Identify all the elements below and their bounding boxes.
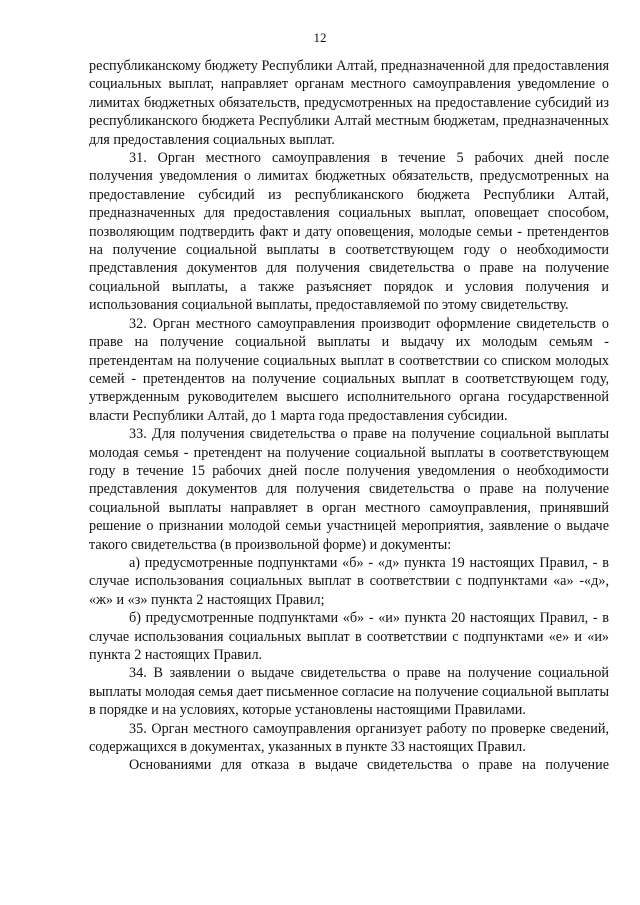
paragraph-33-item-a: а) предусмотренные подпунктами «б» - «д» пункта 19 настоящих Правил, - в случае использования социальных выплат в соответствии с подпунктами «а» -«д», «ж» и «з» пункта 2 настоящих Правил; [89, 554, 609, 608]
paragraph-33: 33. Для получения свидетельства о праве на получение социальной выплаты молодая семья - претендент на получение социальной выплаты в соответствующем году в течение 15 рабочих дней после получения уведомления о необходимости представления документов для получения свидетельства о праве на получение социальной выплаты направляет в орган местного самоуправления, принявший решение о признании молодой семьи участницей мероприятия, заявление о выдаче такого свидетельства (в произвольной форме) и документы: [89, 426, 609, 553]
document-body [89, 57, 609, 775]
paragraph-35: 35. Орган местного самоуправления организует работу по проверке сведений, содержащихся в документах, указанных в пункте 33 настоящих Правил. [89, 720, 609, 756]
paragraph-continuation: республиканскому бюджету Республики Алтай, предназначенной для предоставления социальных выплат, направляет органам местного самоуправления уведомление о лимитах бюджетных обязательств, предусмотренных на предоставление субсидий из республиканского бюджета Республики Алтай местным бюджетам, предназначенных для предоставления социальных выплат. [89, 58, 609, 148]
paragraph-refusal-grounds: Основаниями для отказа в выдаче свидетельства о праве на получение [129, 757, 609, 774]
paragraph-34: 34. В заявлении о выдаче свидетельства о праве на получение социальной выплаты молодая семья дает письменное согласие на получение социальной выплаты в порядке и на условиях, которые установлены настоящими Правилами. [89, 665, 609, 719]
paragraph-32: 32. Орган местного самоуправления производит оформление свидетельств о праве на получение социальной выплаты и выдачу их молодым семьям - претендентам на получение социальных выплат в соответствии со списком молодых семей - претендентов на получение социальных выплат в соответствующем году, утвержденным руководителем высшего исполнительного органа государственной власти Республики Алтай, до 1 марта года предоставления субсидии. [89, 315, 609, 424]
paragraph-31: 31. Орган местного самоуправления в течение 5 рабочих дней после получения уведомления о лимитах бюджетных обязательств, предусмотренных на предоставление субсидий из республиканского бюджета Республики Алтай, предназначенных для предоставления социальных выплат, оповещает способом, позволяющим подтвердить факт и дату оповещения, молодые семьи - претендентов на получение социальной выплаты в соответствующем году о необходимости представления документов для получения свидетельства о праве на получение социальной выплаты, а также разъясняет порядок и условия получения и использования социальной выплаты, предоставляемой по этому свидетельству. [89, 150, 609, 314]
paragraph-33-item-b: б) предусмотренные подпунктами «б» - «и» пункта 20 настоящих Правил, - в случае использования социальных выплат в соответствии с подпунктами «е» и «и» пункта 2 настоящих Правил. [89, 610, 609, 663]
page-number: 12 [313, 30, 327, 45]
